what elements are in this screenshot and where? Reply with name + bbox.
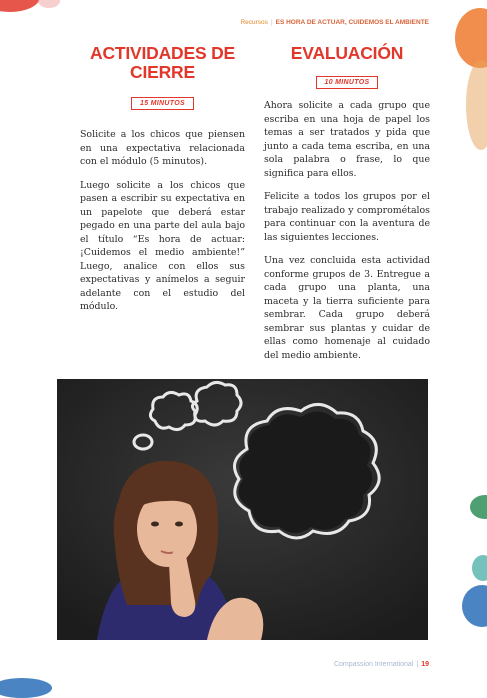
page-footer	[334, 661, 429, 668]
evaluation-paragraph-2: Felicite a todos los grupos por el trabajo realizado y comprométalos para continuar con la aventura de las siguientes lecciones.	[264, 191, 430, 243]
header-title: ES HORA DE ACTUAR, CUIDEMOS EL AMBIENTE	[275, 19, 429, 26]
closing-activities-title: ACTIVIDADES DE CIERRE	[90, 43, 235, 82]
closing-paragraph-1: Solicite a los chicos que piensen en una expectativa relacionada con el módulo (5 minutos).	[80, 129, 245, 167]
closing-paragraph-2: Luego solicite a los chicos que pasen a escribir su expectativa en un papelote que deberá estar pegado en una parte del aula bajo el título “Es hora de actuar: ¡Cuidemos el medio ambiente!” Luego, analice con ellos sus expectativas y anímelos a seguir adelante con el estudio del módulo.	[80, 179, 245, 312]
evaluation-title: EVALUACIÓN	[290, 43, 404, 63]
footer-brand: Compassion International	[333, 661, 414, 668]
closing-duration-badge: 15 MINUTOS	[131, 97, 194, 110]
evaluation-paragraph-3: Una vez concluida esta actividad conforme grupos de 3. Entregue a cada grupo una planta, una maceta y la tierra suficiente para sembrar. Cada grupo deberá sembrar sus plantas y cuidar de ellas como homenaje al cuidado del medio ambiente.	[264, 255, 430, 361]
paint-splash-right-mid	[466, 60, 487, 150]
paint-splash-top-right	[455, 8, 487, 68]
footer-separator: |	[416, 661, 419, 668]
header-separator: |	[270, 19, 273, 26]
running-header	[240, 19, 429, 26]
header-section: Recursos	[240, 19, 268, 26]
evaluation-duration-badge: 10 MINUTOS	[316, 76, 379, 89]
paint-splash-bottom-right-blue	[462, 585, 487, 627]
thinking-girl-illustration	[57, 379, 428, 640]
paint-splash-bottom-right-green	[470, 495, 487, 519]
closing-activities-column	[80, 44, 245, 324]
paint-splash-top-left	[0, 0, 40, 12]
evaluation-column	[264, 44, 430, 372]
evaluation-paragraph-1: Ahora solicite a cada grupo que escriba en una hoja de papel los temas a ser tratados y pida que junto a cada tema escriba, en una sola palabra o frase, lo que significa para ellos.	[264, 100, 430, 179]
paint-splash-bottom-left	[0, 678, 52, 698]
page-number: 19	[421, 661, 429, 668]
paint-splash-bottom-right-teal	[472, 555, 487, 581]
chalkboard-thought-illustration	[57, 379, 428, 640]
paint-splash-top-left-small	[38, 0, 60, 8]
